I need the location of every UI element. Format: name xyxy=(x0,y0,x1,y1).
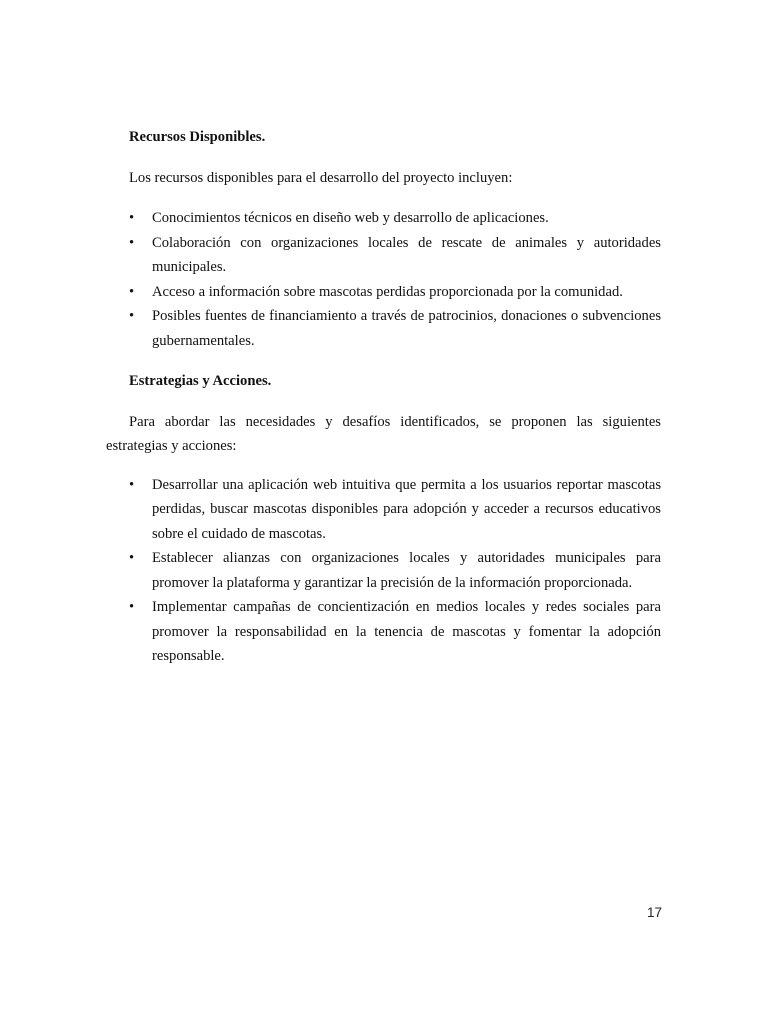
list-item xyxy=(106,304,661,353)
list-item-text: Desarrollar una aplicación web intuitiva que permita a los usuarios reportar mascotas perdidas, buscar mascotas disponibles para adopción y acceder a recursos educativos sobre el cuidado de mascotas. xyxy=(152,476,661,542)
bullet-icon: • xyxy=(129,210,135,226)
list-item xyxy=(106,546,661,595)
list-item xyxy=(106,206,661,231)
bullet-list-estrategias xyxy=(106,473,661,669)
bullet-list-recursos xyxy=(106,206,661,353)
bullet-icon: • xyxy=(129,599,135,615)
list-item-text: Establecer alianzas con organizaciones locales y autoridades municipales para promover la plataforma y garantizar la precisión de la información proporcionada. xyxy=(152,550,661,591)
bullet-icon: • xyxy=(129,550,135,566)
list-item-text: Colaboración con organizaciones locales de rescate de animales y autoridades municipales. xyxy=(152,234,661,275)
list-item xyxy=(106,231,661,280)
list-item-text: Implementar campañas de concientización en medios locales y redes sociales para promover la responsabilidad en la tenencia de mascotas y fomentar la adopción responsable. xyxy=(152,599,661,664)
list-item xyxy=(106,595,661,669)
list-item-text: Conocimientos técnicos en diseño web y desarrollo de aplicaciones. xyxy=(152,210,549,226)
page-number: 17 xyxy=(646,905,662,920)
list-item xyxy=(106,473,661,547)
section-heading-estrategias: Estrategias y Acciones. xyxy=(129,373,272,389)
list-item-text: Acceso a información sobre mascotas perdidas proporcionada por la comunidad. xyxy=(152,283,623,300)
section-intro-recursos: Los recursos disponibles para el desarrollo del proyecto incluyen: xyxy=(129,169,513,186)
section-heading-recursos: Recursos Disponibles. xyxy=(129,129,266,145)
bullet-icon: • xyxy=(129,308,135,324)
list-item xyxy=(106,280,661,305)
section-intro-estrategias: Para abordar las necesidades y desafíos identificados, se proponen las siguientes estrategias y acciones: xyxy=(106,413,661,454)
list-item-text: Posibles fuentes de financiamiento a través de patrocinios, donaciones o subvenciones gubernamentales. xyxy=(152,308,661,349)
bullet-icon: • xyxy=(129,476,135,493)
page-content xyxy=(106,125,661,685)
bullet-icon: • xyxy=(129,234,135,251)
bullet-icon: • xyxy=(129,283,135,300)
